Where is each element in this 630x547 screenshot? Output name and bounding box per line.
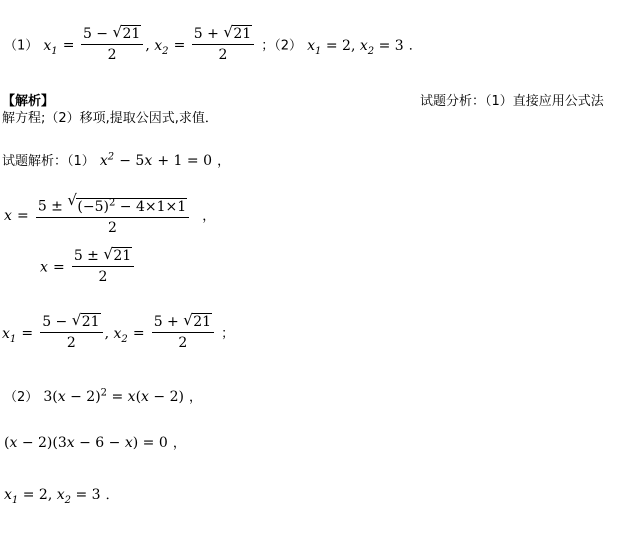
solution-roots-1: $x_1$ = 5 − √ 21 2 , $x_2$ = 5 + √ 21 2 ；	[2, 311, 235, 351]
analysis-summary-continued: 解方程;（2）移项,提取公因式,求值．	[2, 111, 218, 126]
formula-fraction: 5 ± √ $(-5)^2 - 4\times 1\times 1$ 2	[36, 194, 189, 237]
answer-x2-fraction: 5 + √ 21 2	[192, 26, 254, 64]
solution-equation-1: 试题解析：（1） $x^2 - 5x + 1 = 0$ ，	[2, 151, 231, 169]
answer-x2: $x_2$	[154, 37, 169, 57]
answer-line: （1） $x_1$ = 5 − √ 21 2 , $x_2$ = 5 + √ 21 2 ；（2） $x_1 = 2$, $x_2 = 3$ ．	[4, 23, 422, 63]
analysis-summary: 试题分析：（1）直接应用公式法	[420, 94, 604, 109]
solution-roots-2: $x_1 = 2$, $x_2 = 3$ ．	[4, 487, 119, 506]
simplified-root-step: x = 5 ± √ 21 2	[40, 248, 136, 286]
analysis-heading: 【解析】	[2, 94, 55, 109]
solution-part2-label: （2）	[4, 390, 39, 405]
solution-label: 试题解析：（1）	[2, 154, 95, 169]
factored-step: (x − 2)(3x − 6 − x) = 0 ，	[4, 435, 186, 451]
simplified-fraction: 5 ± √ 21 2	[72, 248, 134, 286]
answer-part2-value: $x_1 = 2$, $x_2 = 3$	[307, 37, 404, 57]
answer-x1-fraction: 5 − √ 21 2	[81, 26, 143, 64]
quadratic-formula-step: x = 5 ± √ $(-5)^2 - 4\times 1\times 1$ 2 ，	[4, 191, 216, 236]
answer-part1-label: （1）	[4, 38, 39, 54]
solution-equation-2: （2） $3(x - 2)^2 = x(x - 2)$ ，	[4, 387, 203, 405]
answer-part2-label: ；（2）	[261, 38, 303, 54]
answer-x1: $x_1$	[43, 37, 58, 57]
